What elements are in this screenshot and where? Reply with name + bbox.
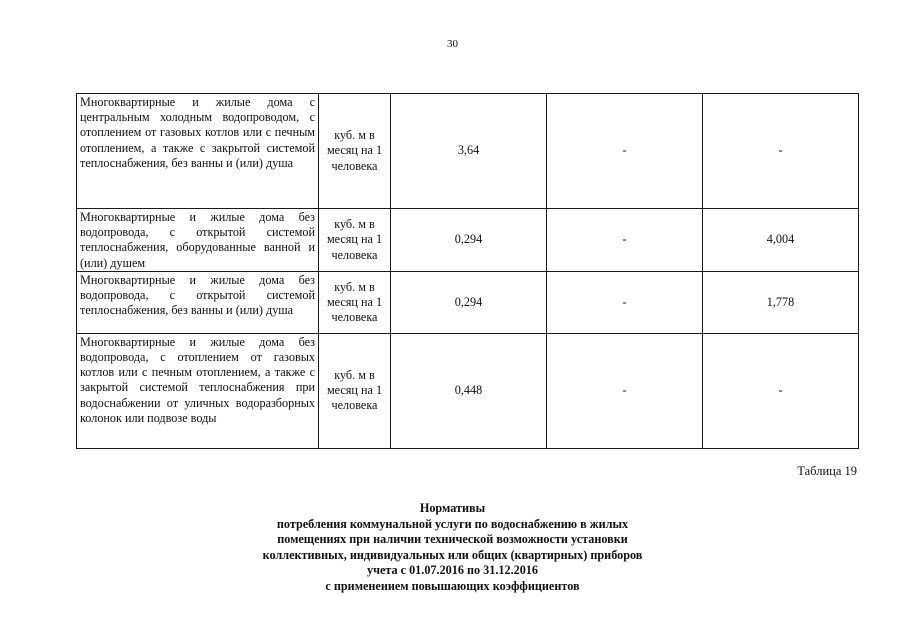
- row-value-3: 4,004: [703, 209, 859, 272]
- row-value-3: -: [703, 333, 859, 448]
- row-value-2: -: [547, 333, 703, 448]
- table-row: [77, 209, 859, 272]
- heading-line: с применением повышающих коэффициентов: [325, 578, 580, 593]
- heading-title: Нормативы: [419, 501, 486, 515]
- row-value-3: -: [703, 94, 859, 209]
- row-unit: куб. м в месяц на 1 человека: [319, 209, 391, 272]
- heading-line: учета с 01.07.2016 по 31.12.2016: [366, 563, 538, 578]
- row-value-2: -: [547, 271, 703, 333]
- row-description: Многоквартирные и жилые дома с центральным холодным водопроводом, с отоплением от газовых котлов или с печным отоплением, а также с закрытой системой теплоснабжения, без ванны и (или) душа: [77, 94, 319, 209]
- heading-line: помещениях при наличии технической возможности установки: [277, 532, 628, 547]
- row-unit: куб. м в месяц на 1 человека: [319, 94, 391, 209]
- heading-line: потребления коммунальной услуги по водоснабжению в жилых: [276, 516, 629, 531]
- section-heading: [0, 501, 905, 595]
- row-description: Многоквартирные и жилые дома без водопровода, с открытой системой теплоснабжения, без ванны и (или) душа: [77, 271, 319, 333]
- row-description: Многоквартирные и жилые дома без водопровода, с отоплением от газовых котлов или с печным отоплением, а также с закрытой системой теплоснабжения при водоснабжении от уличных водоразборных колонок или подвозе воды: [77, 333, 319, 448]
- row-description: Многоквартирные и жилые дома без водопровода, с открытой системой теплоснабжения, оборудованные ванной и (или) душем: [77, 209, 319, 272]
- table-row: [77, 271, 859, 333]
- row-unit: куб. м в месяц на 1 человека: [319, 271, 391, 333]
- row-value-2: -: [547, 209, 703, 272]
- norms-table: [76, 93, 859, 449]
- table-row: [77, 333, 859, 448]
- row-value-1: 0,448: [391, 333, 547, 448]
- table-row: [77, 94, 859, 209]
- heading-line: коллективных, индивидуальных или общих (квартирных) приборов: [262, 547, 643, 562]
- row-value-1: 3,64: [391, 94, 547, 209]
- table-label: Таблица 19: [797, 464, 857, 478]
- row-value-3: 1,778: [703, 271, 859, 333]
- row-value-1: 0,294: [391, 271, 547, 333]
- row-unit: куб. м в месяц на 1 человека: [319, 333, 391, 448]
- row-value-1: 0,294: [391, 209, 547, 272]
- page-number: 30: [447, 38, 458, 50]
- row-value-2: -: [547, 94, 703, 209]
